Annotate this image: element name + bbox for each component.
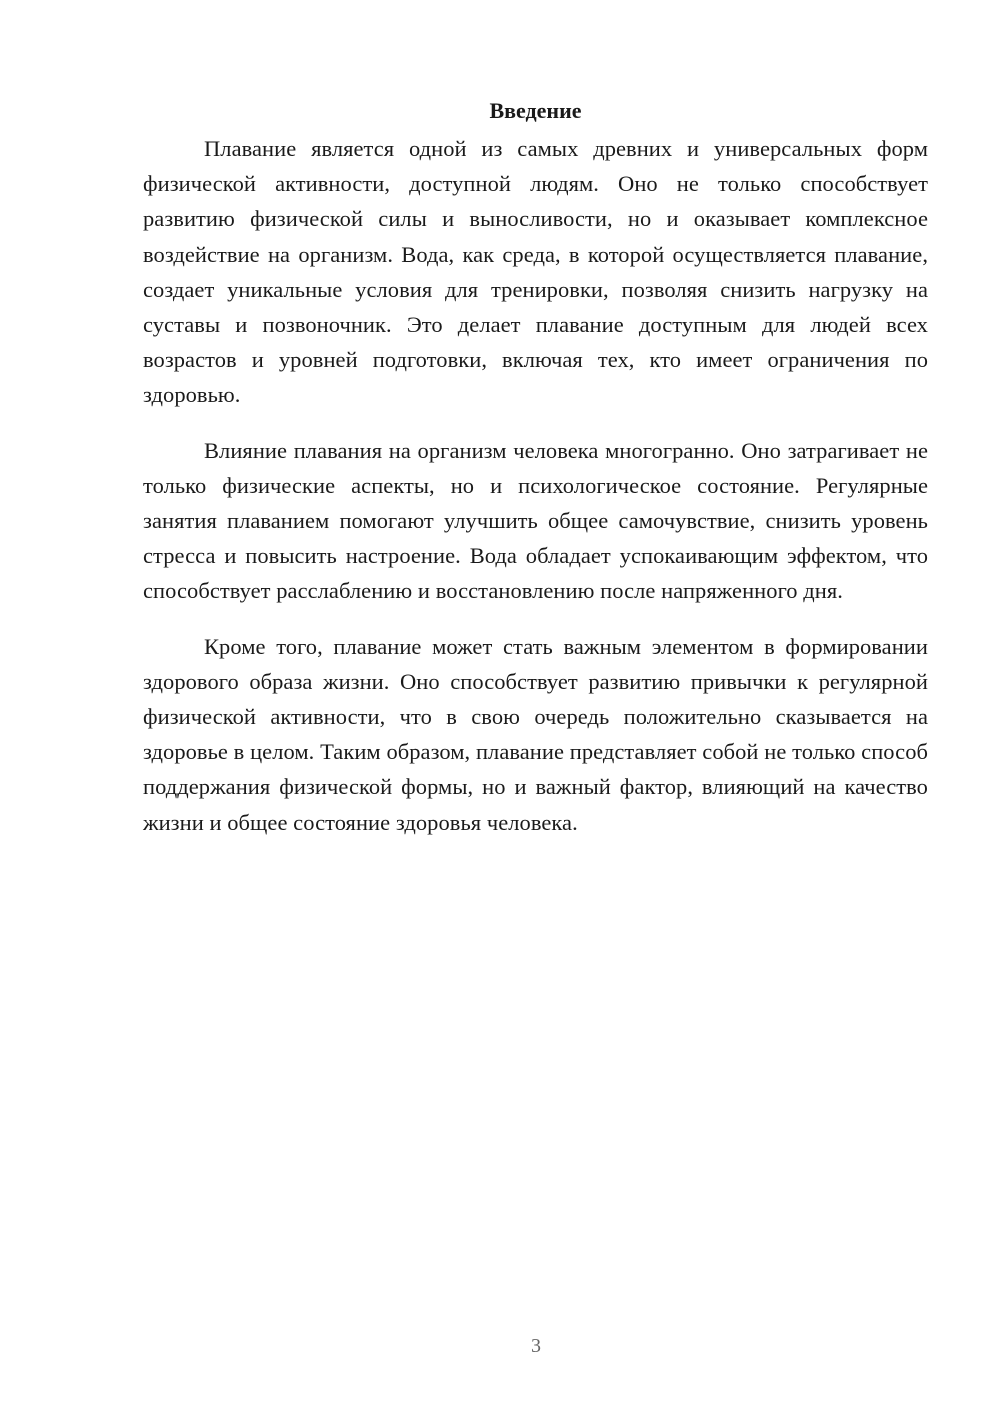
paragraph-2: Влияние плавания на организм человека многогранно. Оно затрагивает не только физические аспекты, но и психологическое состояние. Регулярные занятия плаванием помогают улучшить общее самочувствие, снизить уровень стресса и повысить настроение. Вода обладает успокаивающим эффектом, что способствует расслаблению и восстановлению после напряженного дня. [143, 437, 928, 604]
page-title: Введение [489, 98, 582, 123]
paragraph-3: Кроме того, плавание может стать важным элементом в формировании здорового образа жизни. Оно способствует развитию привычки к регулярной физической активности, что в свою очередь положительно сказывается на здоровье в целом. Таким образом, плавание представляет собой не только способ поддержания физической формы, но и важный фактор, влияющий на качество жизни и общее состояние здоровья человека. [143, 633, 928, 835]
document-page [143, 96, 928, 860]
paragraph-1: Плавание является одной из самых древних и универсальных форм физической активности, доступной людям. Оно не только способствует развитию физической силы и выносливости, но и оказывает комплексное воздействие на организм. Вода, как среда, в которой осуществляется плавание, создает уникальные условия для тренировки, позволяя снизить нагрузку на суставы и позвоночник. Это делает плавание доступным для людей всех возрастов и уровней подготовки, включая тех, кто имеет ограничения по здоровью. [143, 136, 928, 408]
page-number: 3 [531, 1335, 541, 1357]
